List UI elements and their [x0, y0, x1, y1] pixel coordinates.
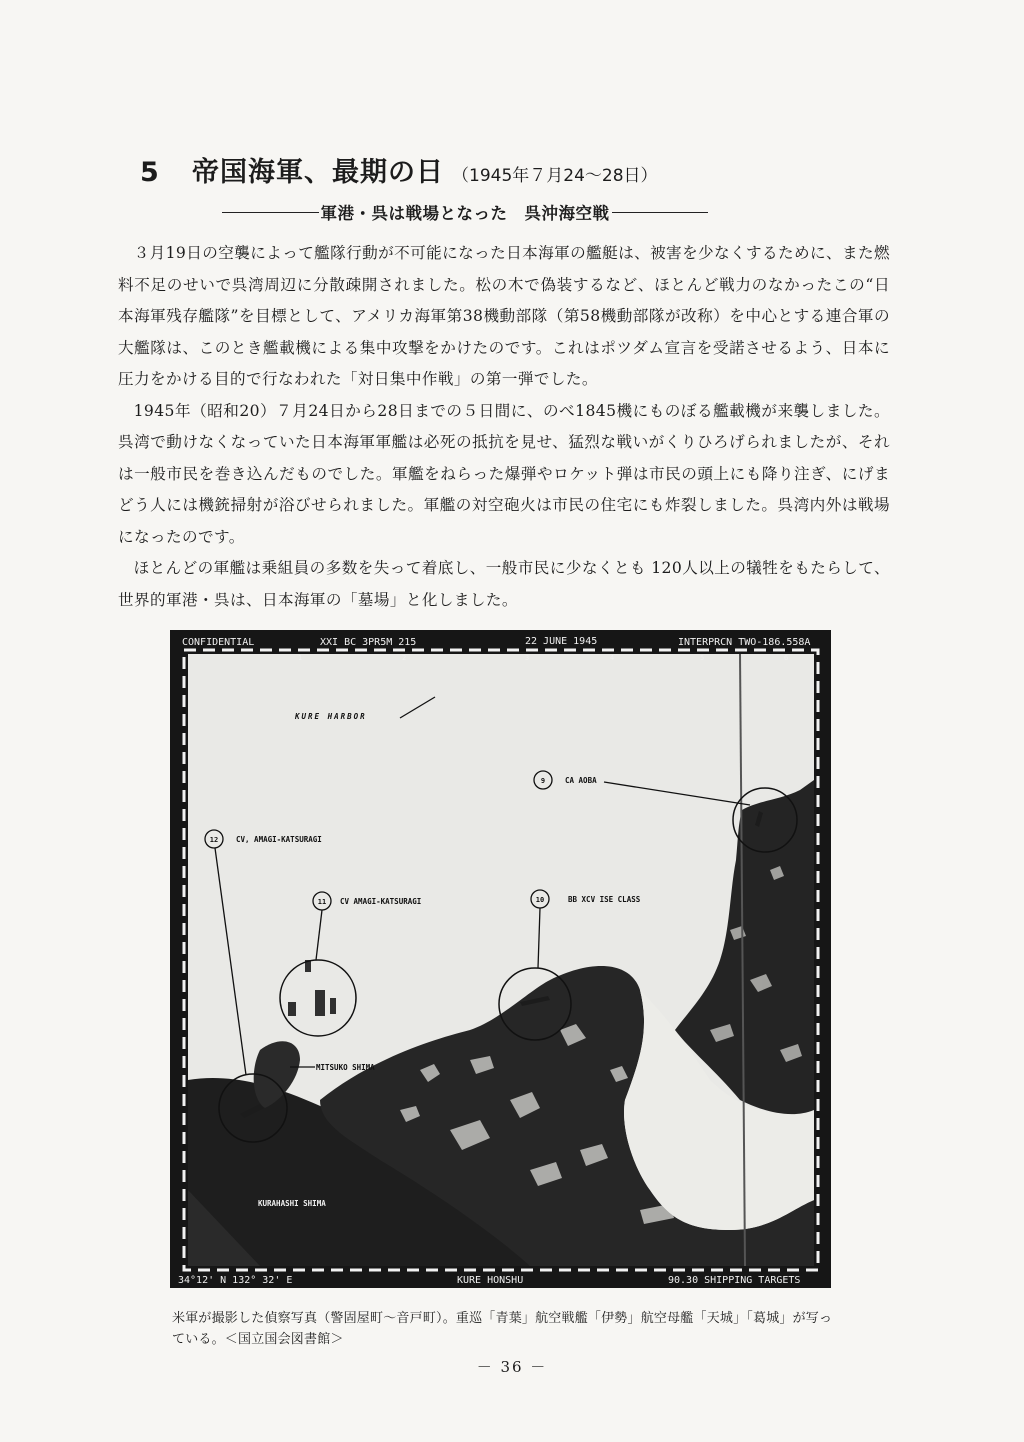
subtitle-text: 軍港・呉は戦場となった 呉沖海空戦 — [320, 204, 610, 223]
paragraph: ３月19日の空襲によって艦隊行動が不可能になった日本海軍の艦艇は、被害を少なくするために、また燃料不足のせいで呉湾周辺に分散疎開されました。松の木で偽装するなど、ほとんど戦力のなかったこの“日本海軍残存艦隊”を目標として、アメリカ海軍第38機動部隊（第58機動部隊が改称）を中心とする連合軍の大艦隊は、このとき艦載機による集中攻撃をかけたのです。これはポツダム宣言を受諾させるよう、日本に圧力をかける目的で行なわれた「対日集中作戦」の第一弾でした。 — [118, 244, 890, 388]
section-subtitle — [222, 200, 708, 224]
label-num-10: 10 — [535, 896, 545, 904]
reconnaissance-photo — [170, 630, 831, 1288]
subtitle-rule-right — [612, 212, 709, 213]
page-number: － 36 － — [476, 1358, 548, 1376]
label-num-11: 11 — [317, 898, 327, 906]
photo-mission: XXI BC 3PR5M 215 — [320, 637, 417, 648]
photo-caption: 米軍が撮影した偵察写真（警固屋町〜音戸町）。重巡「青葉」航空戦艦「伊勢」航空母艦「天城」「葛城」が写っている。＜国立国会図書館＞ — [172, 1311, 833, 1347]
section-dates: （1945年７月24〜28日） — [452, 166, 658, 186]
label-num-9: 9 — [540, 777, 546, 785]
body-text — [118, 238, 890, 616]
grid-number: 5 — [700, 654, 705, 662]
label-mitsuko: MITSUKO SHIMA — [316, 1063, 375, 1072]
label-aoba: CA AOBA — [565, 776, 597, 785]
label-amagi-12: CV, AMAGI-KATSURAGI — [236, 835, 322, 844]
subtitle-rule-left — [222, 212, 319, 213]
paragraph: 1945年（昭和20）７月24日から28日までの５日間に、のべ1845機にものぼる艦載機が来襲しました。呉湾で動けなくなっていた日本海軍軍艦は必死の抵抗を見せ、猛烈な戦いがくりひろげられましたが、それは一般市民を巻き込んだものでした。軍艦をねらった爆弾やロケット弾は市民の頭上にも降り注ぎ、にげまどう人には機銃掃射が浴びせられました。軍艦の対空砲火は市民の住宅にも炸裂しました。呉湾内外は戦場になったのです。 — [118, 401, 890, 546]
section-title: 帝国海軍、最期の日 — [192, 157, 444, 188]
photo-date: 22 JUNE 1945 — [525, 636, 598, 647]
paragraph: ほとんどの軍艦は乗組員の多数を失って着底し、一般市民に少なくとも 120人以上の犠牲をもたらして、世界的軍港・呉は、日本海軍の「墓場」と化しました。 — [118, 559, 890, 609]
grid-number: 4 — [610, 654, 615, 662]
photo-place: KURE HONSHU — [457, 1275, 524, 1286]
photo-interp: INTERPRCN TWO-186.558A — [678, 637, 811, 648]
label-kurahashi: KURAHASHI SHIMA — [258, 1199, 326, 1208]
grid-number: 1 — [298, 654, 303, 662]
grid-number: 3 — [525, 654, 530, 662]
photo-coords: 34°12' N 132° 32' E — [178, 1275, 293, 1286]
grid-number: 2 — [402, 654, 407, 662]
section-number: 5 — [140, 157, 159, 188]
photo-target: 90.30 SHIPPING TARGETS — [668, 1275, 801, 1286]
grid-number: 6 — [784, 654, 789, 662]
label-ise: BB XCV ISE CLASS — [568, 895, 641, 904]
section-heading — [140, 150, 658, 189]
photo-confidential: CONFIDENTIAL — [182, 637, 255, 648]
label-amagi-11: CV AMAGI-KATSURAGI — [340, 897, 422, 906]
label-num-12: 12 — [209, 836, 219, 844]
reconnaissance-photo-image — [170, 630, 831, 1288]
label-kure-harbor: KURE HARBOR — [295, 712, 367, 721]
